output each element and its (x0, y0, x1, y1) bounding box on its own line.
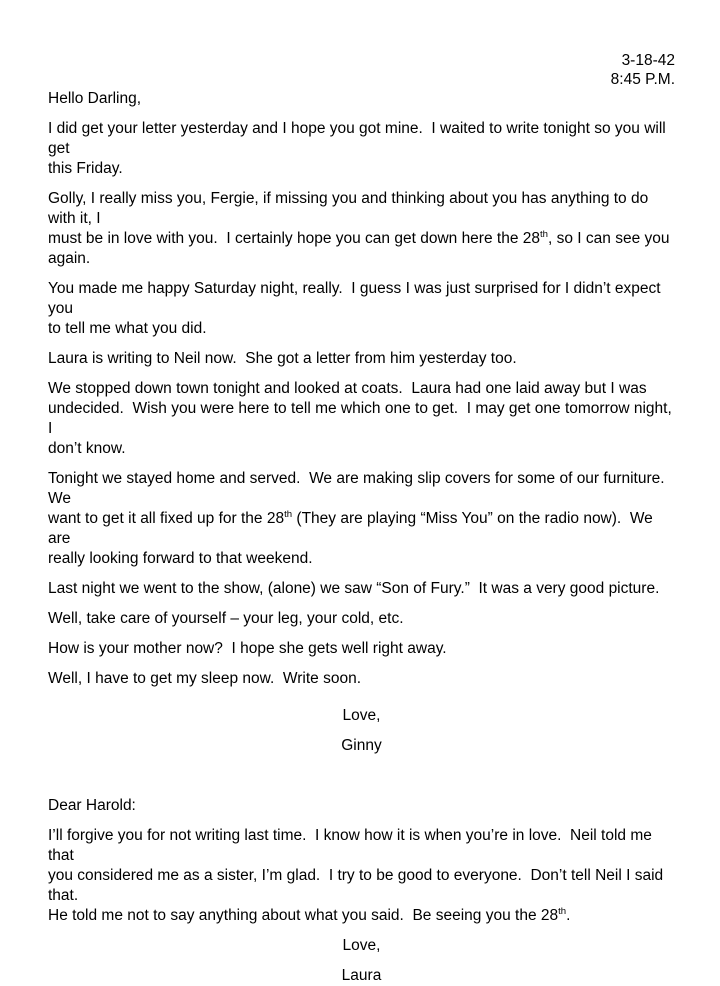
paragraph (48, 189, 675, 269)
text-line: this Friday. (48, 160, 123, 177)
text-line: you considered me as a sister, I’m glad. I try to be good to everyone. Don’t tell Neil I said that. (48, 867, 668, 904)
paragraph (48, 379, 675, 459)
paragraph (48, 469, 675, 569)
salutation (48, 89, 675, 109)
paragraph (48, 119, 675, 179)
text-line: really looking forward to that weekend. (48, 550, 313, 567)
time-text: 8:45 P.M. (610, 71, 675, 88)
valediction (48, 706, 675, 726)
valediction (48, 936, 675, 956)
text-line: Well, I have to get my sleep now. Write soon. (48, 670, 362, 687)
salutation (48, 796, 675, 816)
text-line: Well, take care of yourself – your leg, your cold, etc. (48, 610, 404, 627)
blank-line (48, 766, 675, 786)
text-line: Hello Darling, (48, 90, 142, 107)
text-line: Love, (342, 707, 381, 724)
text-line: to tell me what you did. (48, 320, 207, 337)
signature (48, 966, 675, 986)
paragraph (48, 279, 675, 339)
text-line: Tonight we stayed home and served. We are making slip covers for some of our furniture. We (48, 470, 674, 507)
text-line: You made me happy Saturday night, really. I guess I was just surprised for I didn’t expect you (48, 280, 665, 317)
text-line: want to get it all fixed up for the 28th (They are playing “Miss You” on the radio now). We are (48, 508, 658, 547)
text-line: Love, (342, 937, 381, 954)
paragraph (48, 609, 675, 629)
paragraph (48, 826, 675, 926)
ordinal-suffix: th (558, 905, 567, 917)
paragraph (48, 349, 675, 369)
text-line: undecided. Wish you were here to tell me which one to get. I may get one tomorrow night, I (48, 400, 677, 437)
text-line: Ginny (341, 737, 382, 754)
paragraph (48, 579, 675, 599)
text-line: Golly, I really miss you, Fergie, if missing you and thinking about you has anything to do with it, I (48, 190, 653, 227)
text-line: Laura is writing to Neil now. She got a letter from him yesterday too. (48, 350, 517, 367)
paragraph (48, 669, 675, 689)
signature (48, 736, 675, 756)
letter-body (48, 89, 675, 986)
ordinal-suffix: th (540, 228, 549, 240)
dateline (48, 51, 675, 89)
text-line: I did get your letter yesterday and I hope you got mine. I waited to write tonight so you will get (48, 120, 671, 157)
paragraph (48, 639, 675, 659)
text-line: Laura (341, 967, 382, 984)
text-line: don’t know. (48, 440, 126, 457)
text-line: I’ll forgive you for not writing last time. I know how it is when you’re in love. Neil told me that (48, 827, 657, 864)
text-line: again. (48, 250, 91, 267)
text-line: Dear Harold: (48, 797, 136, 814)
text-line: He told me not to say anything about what you said. Be seeing you the 28th. (48, 905, 571, 924)
ordinal-suffix: th (284, 508, 293, 520)
text-line: How is your mother now? I hope she gets well right away. (48, 640, 447, 657)
text-line: must be in love with you. I certainly hope you can get down here the 28th, so I can see you (48, 228, 670, 247)
text-line: We stopped down town tonight and looked at coats. Laura had one laid away but I was (48, 380, 647, 397)
text-line: Last night we went to the show, (alone) we saw “Son of Fury.” It was a very good picture. (48, 580, 660, 597)
date-text: 3-18-42 (621, 52, 675, 69)
